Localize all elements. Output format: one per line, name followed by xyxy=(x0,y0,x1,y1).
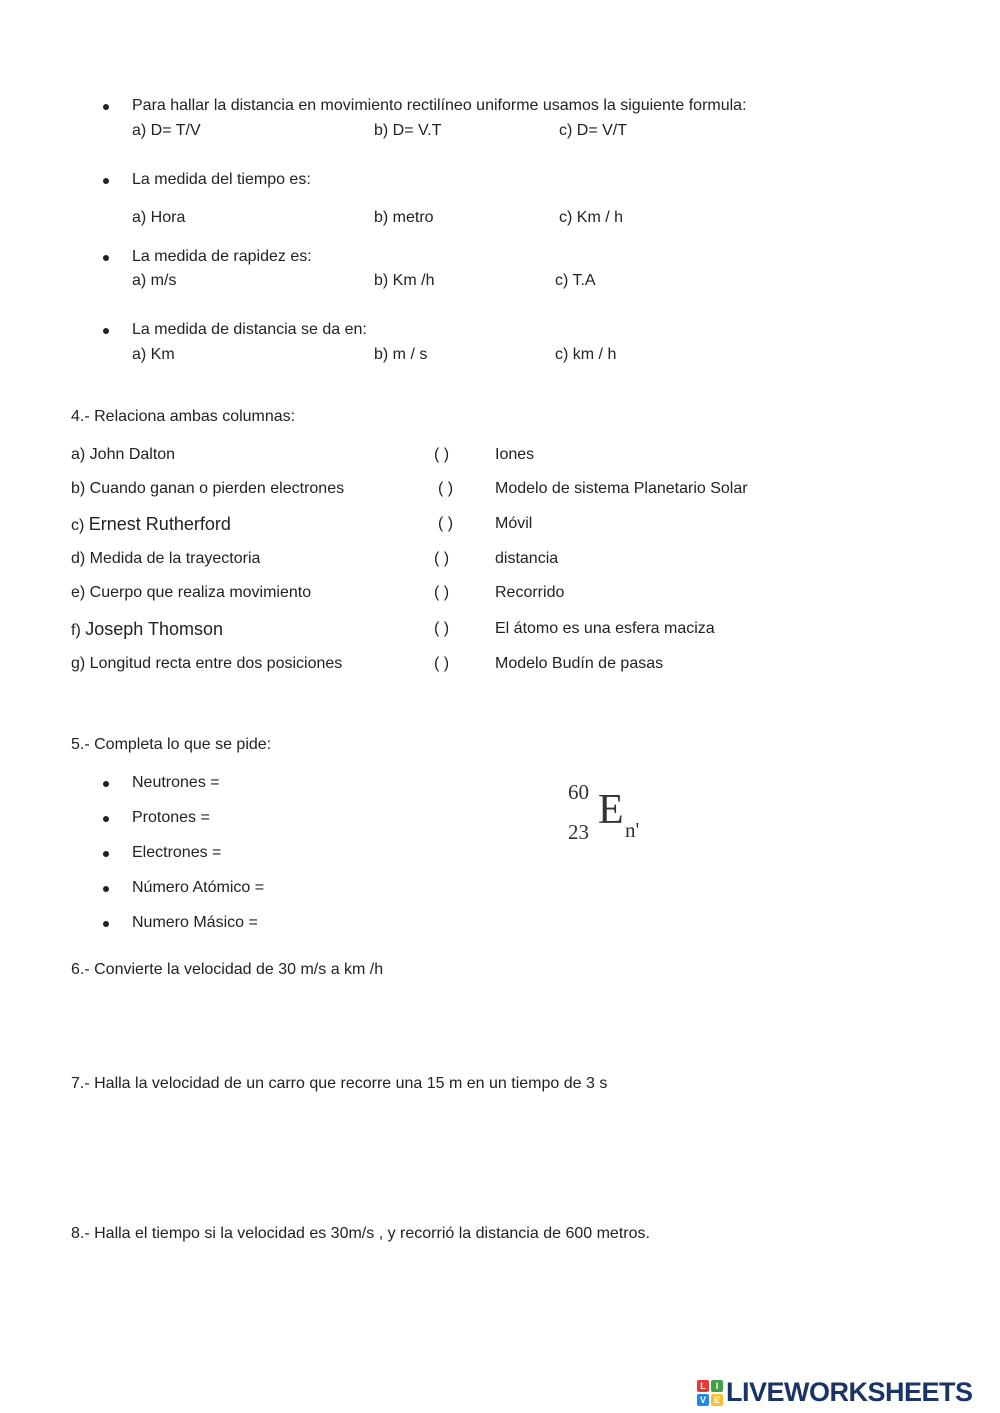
question-text: Para hallar la distancia en movimiento rectilíneo uniforme usamos la siguiente formula: xyxy=(132,97,747,114)
bullet-icon xyxy=(103,886,109,892)
logo-mark-icon xyxy=(697,1380,723,1406)
match-left: d) Medida de la trayectoria xyxy=(71,550,261,567)
logo-mark-l: L xyxy=(697,1380,709,1392)
question-text: La medida de rapidez es: xyxy=(132,248,312,265)
match-left: a) John Dalton xyxy=(71,446,176,463)
bullet-icon xyxy=(103,178,109,184)
logo-mark-v: V xyxy=(697,1394,709,1406)
complete-item[interactable]: Protones = xyxy=(132,809,210,826)
mass-number: 60 xyxy=(568,780,589,804)
option-b: b) m / s xyxy=(374,346,428,363)
complete-item[interactable]: Número Atómico = xyxy=(132,879,265,896)
option-b: b) D= V.T xyxy=(374,122,442,139)
logo-mark-i: I xyxy=(711,1380,723,1392)
option-b: b) Km /h xyxy=(374,272,435,289)
option-c: c) Km / h xyxy=(559,209,624,226)
answer-blank[interactable]: ( ) xyxy=(434,446,450,463)
option-c: c) D= V/T xyxy=(559,122,628,139)
bullet-icon xyxy=(103,328,109,334)
logo-text: LIVEWORKSHEETS xyxy=(726,1377,973,1407)
match-right: Modelo de sistema Planetario Solar xyxy=(495,480,748,497)
match-left xyxy=(71,619,223,640)
answer-blank[interactable]: ( ) xyxy=(434,655,450,672)
option-a: a) m/s xyxy=(132,272,177,289)
match-right: distancia xyxy=(495,550,559,567)
section-7-question: 7.- Halla la velocidad de un carro que recorre una 15 m en un tiempo de 3 s xyxy=(71,1075,608,1092)
question-text: La medida del tiempo es: xyxy=(132,171,311,188)
complete-item[interactable]: Electrones = xyxy=(132,844,222,861)
bullet-icon xyxy=(103,781,109,787)
match-left xyxy=(71,514,231,535)
option-c: c) T.A xyxy=(555,272,596,289)
option-a: a) D= T/V xyxy=(132,122,201,139)
match-letter: f) xyxy=(71,622,81,639)
complete-item[interactable]: Numero Másico = xyxy=(132,914,258,931)
atomic-number: 23 xyxy=(568,820,589,844)
match-left: b) Cuando ganan o pierden electrones xyxy=(71,480,345,497)
match-right: El átomo es una esfera maciza xyxy=(495,620,715,637)
match-right: Móvil xyxy=(495,515,533,532)
bullet-icon xyxy=(103,921,109,927)
match-name: Ernest Rutherford xyxy=(88,514,231,534)
section-title: 5.- Completa lo que se pide: xyxy=(71,736,272,753)
match-left: g) Longitud recta entre dos posiciones xyxy=(71,655,343,672)
complete-item[interactable]: Neutrones = xyxy=(132,774,220,791)
match-right: Modelo Budín de pasas xyxy=(495,655,664,672)
option-a: a) Hora xyxy=(132,209,186,226)
answer-blank[interactable]: ( ) xyxy=(434,584,450,601)
isotope-notation xyxy=(568,780,658,850)
match-right: Recorrido xyxy=(495,584,565,601)
bullet-icon xyxy=(103,851,109,857)
match-left: e) Cuerpo que realiza movimiento xyxy=(71,584,312,601)
match-name: Joseph Thomson xyxy=(85,619,223,639)
section-8-question: 8.- Halla el tiempo si la velocidad es 30m/s , y recorrió la distancia de 600 metros. xyxy=(71,1225,650,1242)
section-title: 4.- Relaciona ambas columnas: xyxy=(71,408,296,425)
bullet-icon xyxy=(103,816,109,822)
bullet-icon xyxy=(103,104,109,110)
question-text: La medida de distancia se da en: xyxy=(132,321,367,338)
option-a: a) Km xyxy=(132,346,175,363)
liveworksheets-logo[interactable] xyxy=(697,1377,997,1411)
answer-blank[interactable]: ( ) xyxy=(438,480,454,497)
answer-blank[interactable]: ( ) xyxy=(434,550,450,567)
option-c: c) km / h xyxy=(555,346,617,363)
logo-mark-e: E xyxy=(711,1394,723,1406)
element-symbol: E xyxy=(598,787,624,833)
answer-blank[interactable]: ( ) xyxy=(438,515,454,532)
bullet-icon xyxy=(103,255,109,261)
match-right: Iones xyxy=(495,446,535,463)
answer-blank[interactable]: ( ) xyxy=(434,620,450,637)
option-b: b) metro xyxy=(374,209,434,226)
match-letter: c) xyxy=(71,517,85,534)
section-6-question: 6.- Convierte la velocidad de 30 m/s a km /h xyxy=(71,961,384,978)
element-subscript: n' xyxy=(625,818,640,842)
